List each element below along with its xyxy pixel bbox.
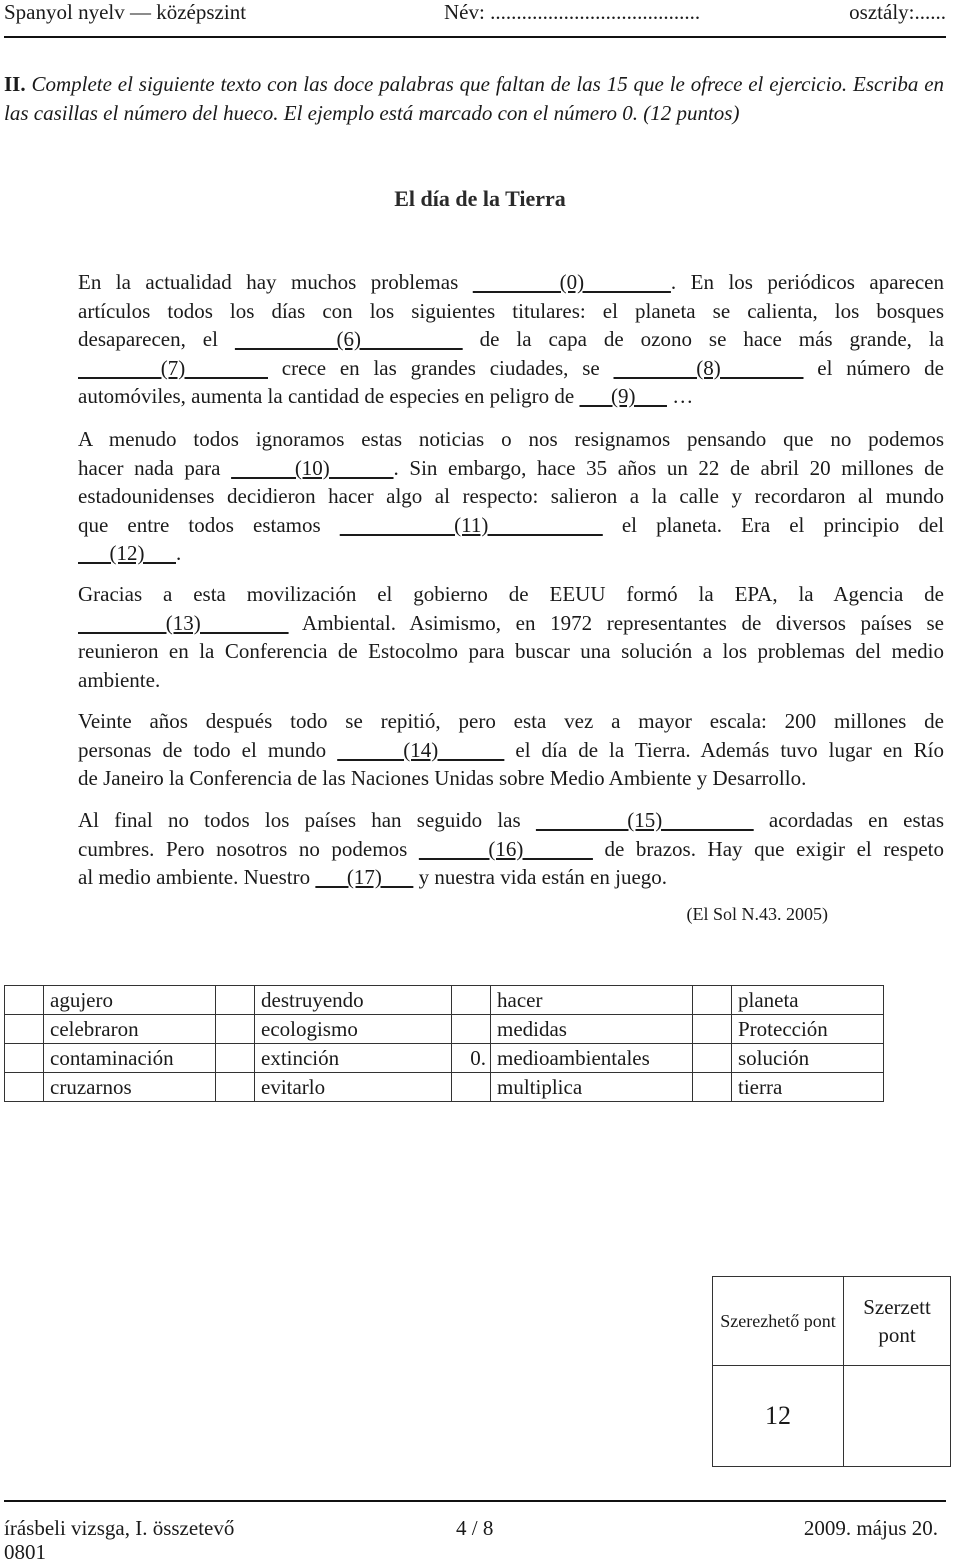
paragraph-1 <box>4 268 944 411</box>
answer-number-box[interactable] <box>216 1015 255 1044</box>
gap-blank[interactable]: (11) <box>339 512 603 537</box>
score-available-value: 12 <box>713 1366 844 1467</box>
text-segment: ambiente. <box>78 667 161 692</box>
text-segment: Veinte años después todo se repitió, pero esta vez a mayor escala: 200 millones de <box>78 709 944 733</box>
word-option: agujero <box>44 986 216 1015</box>
text-segment: el día de la Tierra. Además tuvo lugar en Río <box>504 737 945 762</box>
gap-blank[interactable]: (7) <box>78 355 268 380</box>
score-achieved-value[interactable] <box>844 1366 951 1467</box>
text-segment: crece en las grandes ciudades, se <box>268 355 614 380</box>
text-line <box>4 707 944 736</box>
text-segment: y nuestra vida están en juego. <box>413 865 668 889</box>
word-option: hacer <box>491 986 693 1015</box>
text-line <box>4 666 944 695</box>
answer-number-box[interactable] <box>5 986 44 1015</box>
text-line <box>4 580 944 609</box>
text-segment: artículos todos los días con los siguientes titulares: el planeta se calienta, los bosques <box>78 298 944 323</box>
text-line <box>4 806 944 835</box>
text-line <box>4 268 944 297</box>
task-number: II. <box>4 72 26 96</box>
text-line <box>4 425 944 454</box>
word-option: planeta <box>732 986 884 1015</box>
text-segment: Al final no todos los países han seguido las <box>78 808 536 832</box>
text-segment: personas de todo el mundo <box>78 737 338 762</box>
gap-blank[interactable]: (12) <box>78 541 176 565</box>
text-line <box>4 863 944 892</box>
text-segment: al medio ambiente. Nuestro <box>78 865 316 889</box>
answer-number-box[interactable] <box>452 986 491 1015</box>
answer-number-box[interactable] <box>5 1015 44 1044</box>
text-line <box>4 609 944 638</box>
answer-number-box[interactable] <box>693 986 732 1015</box>
answer-number-box[interactable] <box>5 1073 44 1102</box>
score-available-label: Szerezhető pont <box>713 1277 844 1366</box>
text-segment: A menudo todos ignoramos estas noticias o nos resignamos pensando que no podemos <box>78 427 944 451</box>
text-line <box>4 454 944 483</box>
score-table <box>712 1276 951 1467</box>
text-segment: . Sin embargo, hace 35 años un 22 de abril 20 millones de <box>393 455 944 480</box>
text-line <box>4 835 944 864</box>
text-segment: el número de <box>803 355 945 380</box>
paragraph-5 <box>4 806 944 892</box>
text-segment: de la capa de ozono se hace más grande, la <box>462 327 945 351</box>
answer-number-box[interactable] <box>452 1073 491 1102</box>
text-line <box>4 637 944 666</box>
text-segment: . En los periódicos aparecen <box>670 270 944 294</box>
text-segment: el planeta. Era el principio del <box>602 512 945 537</box>
word-bank-row <box>5 1044 884 1073</box>
text-segment: hacer nada para <box>78 455 232 480</box>
page-header <box>4 0 946 24</box>
text-segment: En la actualidad hay muchos problemas <box>78 270 473 294</box>
paragraph-4 <box>4 707 944 793</box>
word-option: celebraron <box>44 1015 216 1044</box>
text-line <box>4 511 944 540</box>
word-bank-row <box>5 1015 884 1044</box>
text-segment: … <box>666 384 694 408</box>
text-segment: estadounidenses decidieron hacer algo al respecto: salieron a la calle y recordaron al mundo <box>78 484 944 508</box>
answer-number-box[interactable] <box>693 1015 732 1044</box>
gap-blank[interactable]: (8) <box>613 355 804 380</box>
answer-number-box[interactable] <box>5 1044 44 1073</box>
header-name-field: Név: ........................................ <box>444 0 701 24</box>
paragraph-3 <box>4 580 944 694</box>
text-segment: de Janeiro la Conferencia de las Naciones Unidas sobre Medio Ambiente y Desarrollo. <box>78 766 807 790</box>
page-footer <box>4 1516 938 1564</box>
text-segment: desaparecen, el <box>78 327 235 351</box>
word-option: solución <box>732 1044 884 1073</box>
text-segment: reunieron en la Conferencia de Estocolmo para buscar una solución a los problemas del medio <box>78 639 944 663</box>
text-line <box>4 764 944 793</box>
text-line <box>4 354 944 383</box>
answer-number-box[interactable] <box>216 986 255 1015</box>
text-segment: que entre todos estamos <box>78 512 340 537</box>
gap-blank[interactable]: (13) <box>78 610 289 635</box>
answer-number-box[interactable]: 0. <box>452 1044 491 1073</box>
word-option: cruzarnos <box>44 1073 216 1102</box>
word-option: multiplica <box>491 1073 693 1102</box>
word-bank-row <box>5 1073 884 1102</box>
gap-blank[interactable]: (0) <box>472 270 671 294</box>
word-option: Protección <box>732 1015 884 1044</box>
task-instructions <box>4 70 944 128</box>
footer-exam: írásbeli vizsga, I. összetevő <box>4 1516 235 1540</box>
word-option: ecologismo <box>255 1015 452 1044</box>
word-option: medioambientales <box>491 1044 693 1073</box>
source-citation: (El Sol N.43. 2005) <box>686 904 828 924</box>
footer-code: 0801 <box>4 1540 46 1564</box>
gap-blank[interactable]: (6) <box>234 327 463 351</box>
footer-rule <box>4 1500 946 1502</box>
answer-number-box[interactable] <box>452 1015 491 1044</box>
answer-number-box[interactable] <box>216 1044 255 1073</box>
task-text: Complete el siguiente texto con las doce palabras que faltan de las 15 que le ofrece el ejercicio. Escriba en las casillas el número del hueco. El ejemplo está marcado con el número 0. (12 puntos) <box>4 72 945 125</box>
text-segment: Ambiental. Asimismo, en 1972 representantes de diversos países se <box>288 610 944 635</box>
word-bank-table <box>4 985 884 1102</box>
gap-blank[interactable]: (15) <box>535 808 754 832</box>
text-segment: de brazos. Hay que exigir el respeto <box>592 836 944 861</box>
text-line <box>4 482 944 511</box>
text-line <box>4 325 944 354</box>
paragraph-2 <box>4 425 944 568</box>
footer-date: 2009. május 20. <box>803 1516 938 1540</box>
text-segment: . <box>176 541 182 565</box>
word-option: destruyendo <box>255 986 452 1015</box>
header-subject: Spanyol nyelv — középszint <box>4 0 247 24</box>
text-title: El día de la Tierra <box>394 186 566 211</box>
gap-blank[interactable]: (14) <box>337 737 505 762</box>
text-segment: cumbres. Pero nosotros no podemos <box>78 836 419 861</box>
text-line <box>4 736 944 765</box>
text-segment: automóviles, aumenta la cantidad de especies en peligro de <box>78 384 580 408</box>
text-line <box>4 382 944 411</box>
text-segment: Gracias a esta movilización el gobierno de EEUU formó la EPA, la Agencia de <box>78 582 944 606</box>
header-rule <box>4 36 946 38</box>
footer-page: 4 / 8 <box>456 1516 494 1540</box>
text-segment: acordadas en estas <box>753 808 944 832</box>
text-line <box>4 539 944 568</box>
word-option: tierra <box>732 1073 884 1102</box>
answer-number-box[interactable] <box>693 1044 732 1073</box>
gap-blank[interactable]: (17) <box>315 865 414 889</box>
word-option: medidas <box>491 1015 693 1044</box>
word-option: evitarlo <box>255 1073 452 1102</box>
word-bank-row <box>5 986 884 1015</box>
text-line <box>4 297 944 326</box>
gap-blank[interactable]: (16) <box>418 836 593 861</box>
word-option: contaminación <box>44 1044 216 1073</box>
gap-blank[interactable]: (10) <box>231 455 394 480</box>
answer-number-box[interactable] <box>693 1073 732 1102</box>
score-achieved-label: Szerzett pont <box>844 1277 951 1366</box>
answer-number-box[interactable] <box>216 1073 255 1102</box>
gap-blank[interactable]: (9) <box>579 384 667 408</box>
header-class-field: osztály:...... <box>849 0 946 24</box>
word-option: extinción <box>255 1044 452 1073</box>
